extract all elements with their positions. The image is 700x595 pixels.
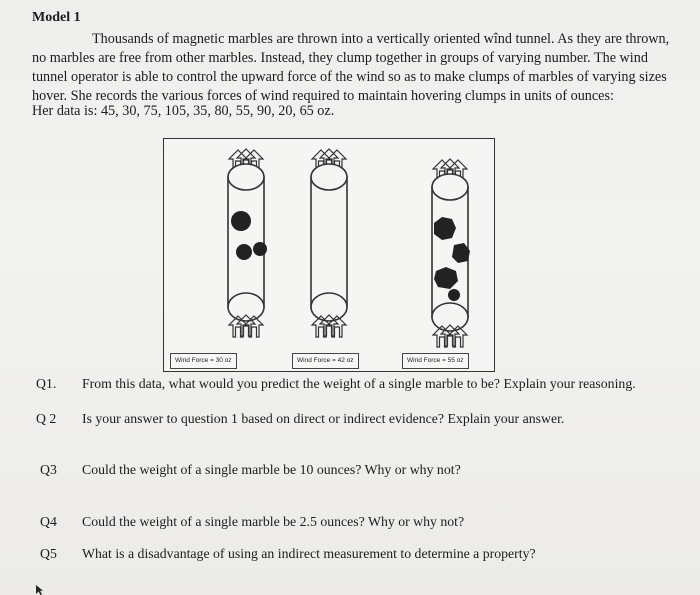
question-3-text: Could the weight of a single marble be 10 ounces? Why or why not? — [82, 462, 461, 477]
marble-clump — [434, 217, 456, 240]
question-5-number: Q5 — [40, 546, 57, 561]
question-1-text: From this data, what would you predict the weight of a single marble to be? Explain your reasoning. — [82, 376, 636, 391]
tunnel-2 — [311, 149, 347, 337]
mouse-pointer-icon — [36, 585, 44, 595]
question-2-text: Is your answer to question 1 based on direct or indirect evidence? Explain your answer. — [82, 411, 565, 426]
caption-tunnel-1: Wind Force = 30 oz — [170, 353, 237, 369]
caption-tunnel-3: Wind Force = 55 oz — [402, 353, 469, 369]
model-title: Model 1 — [32, 10, 81, 25]
question-4-text: Could the weight of a single marble be 2.5 ounces? Why or why not? — [82, 514, 465, 529]
wind-tunnel-figure — [163, 138, 495, 372]
intro-paragraph: Thousands of magnetic marbles are thrown into a vertically oriented wînd tunnel. As they are thrown, no marbles are free from other marbles. Instead, they clump together in groups of varying number. The wind tunnel operator is able to control the upward force of the wind so as to make clumps of marbles of varying sizes hover. She records the various forces of wind required to maintain hovering clumps in units of ounces: — [32, 31, 670, 104]
marble-clump — [253, 242, 267, 256]
question-3-number: Q3 — [40, 462, 57, 477]
question-4-number: Q4 — [40, 514, 57, 529]
wind-tunnel-diagram — [164, 139, 494, 371]
marble-clump — [448, 289, 460, 301]
question-1-number: Q1. — [36, 376, 57, 391]
question-5-text: What is a disadvantage of using an indirect measurement to determine a property? — [82, 546, 536, 561]
data-line: Her data is: 45, 30, 75, 105, 35, 80, 55, 90, 20, 65 oz. — [32, 103, 335, 119]
marble-clump — [231, 211, 251, 231]
question-2-number: Q 2 — [36, 411, 57, 426]
caption-tunnel-2: Wind Force = 42 oz — [292, 353, 359, 369]
tunnel-3 — [432, 159, 470, 347]
tunnel-1 — [228, 149, 267, 337]
marble-clump — [434, 267, 458, 289]
marble-clump — [236, 244, 252, 260]
